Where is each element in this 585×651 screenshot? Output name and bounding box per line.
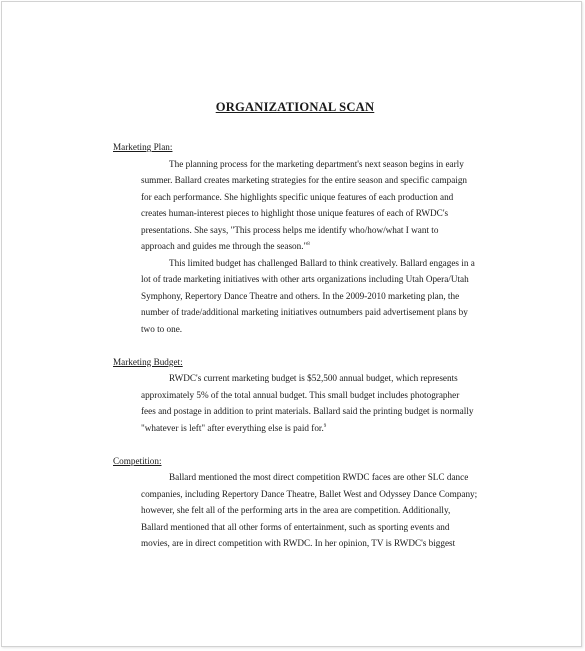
section-heading-competition: Competition: [113,455,162,466]
text-line: The planning process for the marketing department's next season begins in early [169,158,464,169]
text-line: companies, including Repertory Dance Theatre, Ballet West and Odyssey Dance Company; [141,488,478,499]
text-line: Ballard mentioned the most direct competition RWDC faces are other SLC dance [169,472,469,482]
paragraph [113,469,478,552]
text-line: summer. Ballard creates marketing strategies for the entire season and specific campaign [141,175,468,185]
text-line: RWDC's current marketing budget is $52,500 annual budget, which represents [169,373,458,383]
text-line: Symphony, Repertory Dance Theatre and others. In the 2009-2010 marketing plan, the [141,290,460,301]
paragraph [113,255,475,338]
text-line-with-footnote [113,238,475,255]
section-heading-marketing-budget: Marketing Budget: [113,356,183,367]
paragraph [113,156,475,255]
document-page [1,1,582,647]
section-spacer [113,436,475,453]
text-line: two to one. [141,323,183,334]
footnote-marker: 9 [323,423,327,429]
text-line: "whatever is left" after everything else is paid for. [141,422,324,433]
text-line: approximately 5% of the total annual budget. This small budget includes photographer [141,389,460,400]
text-line: fees and postage in addition to print materials. Ballard said the printing budget is normally [141,406,474,416]
text-line: presentations. She says, "This process helps me identify who/how/what I want to [141,224,439,235]
text-line-with-footnote [113,420,475,437]
text-line: Ballard mentioned that all other forms of entertainment, such as sporting events and [141,521,450,532]
text-line: for each performance. She highlights specific unique features of each production and [141,191,454,202]
text-line: number of trade/additional marketing initiatives outnumbers paid advertisement plans by [141,307,468,317]
footnote-marker: 8 [307,241,310,247]
text-line: lot of trade marketing initiatives with other arts organizations including Utah Opera/Utah [141,274,469,284]
paragraph [113,370,475,436]
section-heading-marketing-plan: Marketing Plan: [113,142,173,152]
text-line: however, she felt all of the performing arts in the area are competition. Additionally, [141,505,451,515]
section-spacer [113,337,475,354]
text-line: movies, are in direct competition with RWDC. In her opinion, TV is RWDC's biggest [141,538,456,548]
text-line: creates human-interest pieces to highlight those unique features of each of RWDC's [141,208,449,218]
text-line: approach and guides me through the season." [141,241,308,251]
document-content [113,99,478,552]
document-title: ORGANIZATIONAL SCAN [215,100,375,114]
text-line: This limited budget has challenged Ballard to think creatively. Ballard engages in a [169,257,475,268]
